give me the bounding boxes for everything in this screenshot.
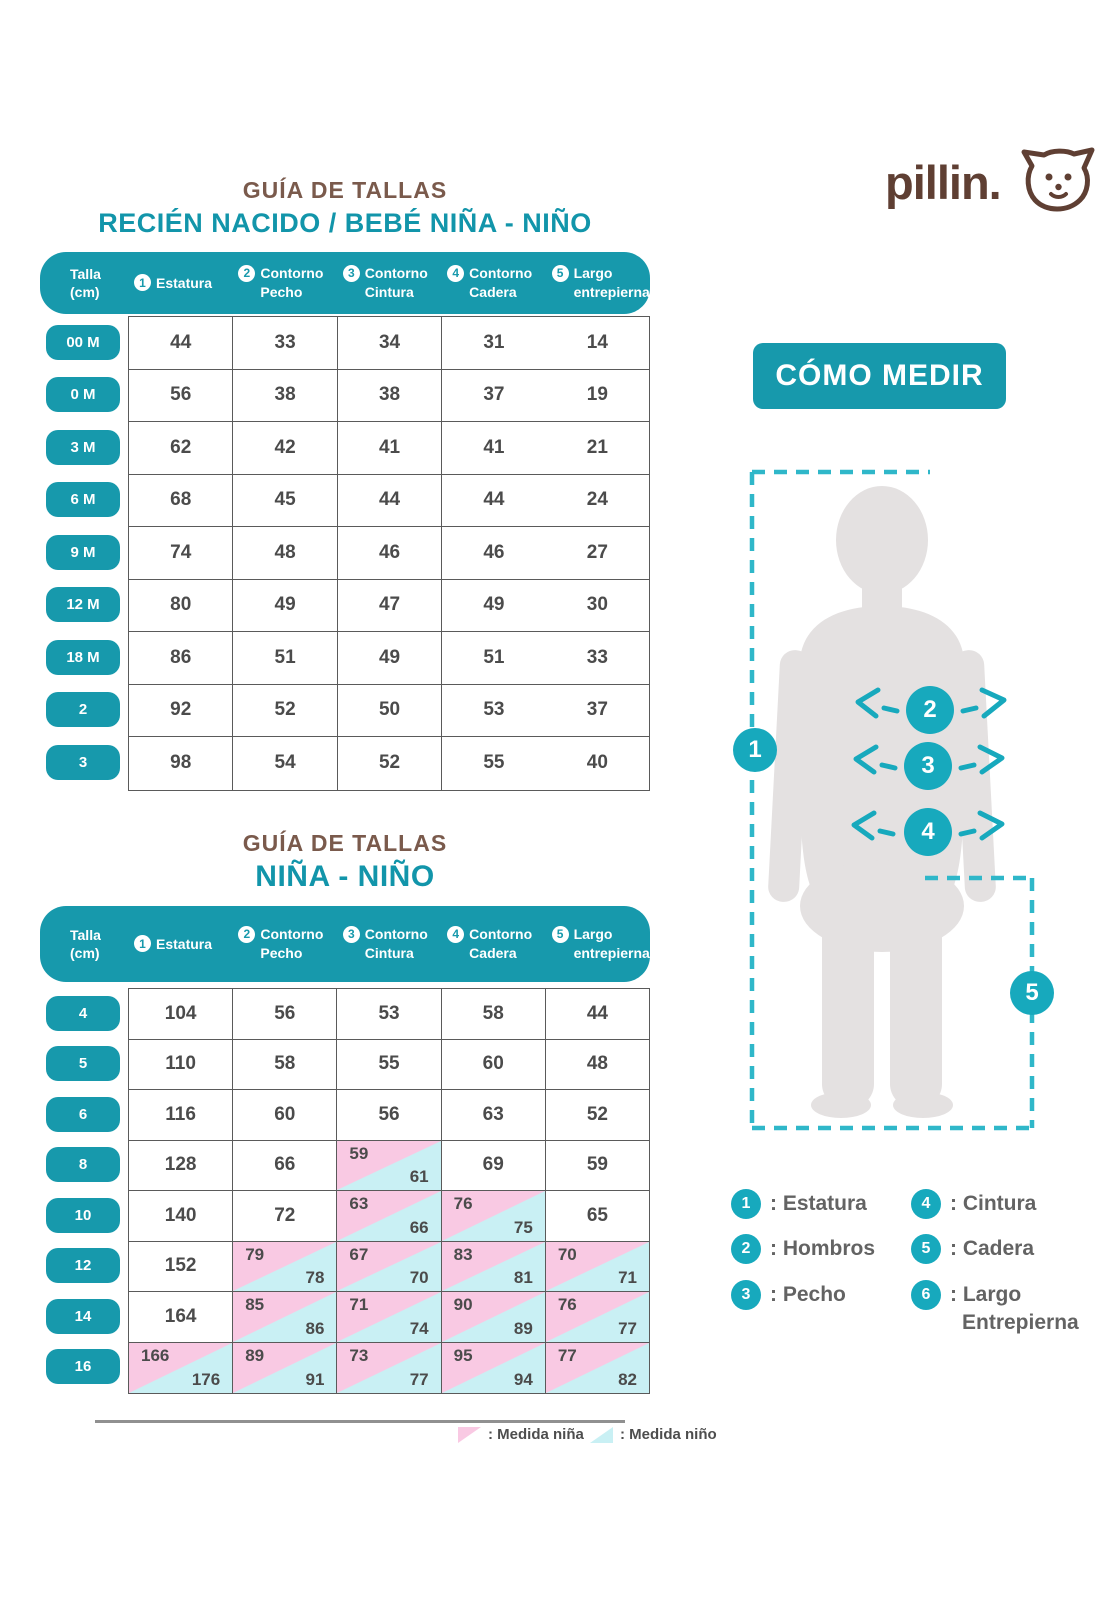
column-label: Largo [573, 926, 613, 943]
column-label: Contorno [260, 926, 324, 943]
table-cell: 41 [338, 422, 442, 474]
table2-subtitle: GUÍA DE TALLAS [242, 830, 448, 856]
column-number-badge: 3 [343, 265, 360, 282]
column-label-line2: entrepierna [573, 945, 650, 961]
size-chip-label: 3 M [70, 438, 96, 456]
table-cell: 54 [233, 737, 337, 790]
table-cell: 60 [233, 1090, 337, 1140]
table-cell-split [129, 1343, 233, 1394]
size-chip-label: 16 [74, 1358, 92, 1376]
table-cell: 72 [233, 1191, 337, 1241]
table-row [129, 1040, 649, 1091]
legend-label-cadera: : Cadera [950, 1237, 1035, 1260]
column-header [128, 252, 232, 314]
value-nino: 82 [618, 1370, 638, 1389]
size-chip-label: 4 [78, 1004, 88, 1022]
table-cell: 27 [586, 541, 608, 563]
table-cell: 33 [233, 317, 337, 369]
column-label: Contorno [364, 926, 428, 943]
table-cell: 38 [233, 370, 337, 422]
measure-legend-item-6 [911, 1280, 1079, 1336]
value-nina: 70 [557, 1244, 577, 1264]
marker-5: 5 [1010, 971, 1054, 1015]
table-cell: 63 [442, 1090, 546, 1140]
column-number-badge: 1 [134, 935, 151, 952]
table-cell: 52 [338, 737, 442, 790]
column-header [128, 906, 232, 982]
marker-1: 1 [733, 728, 777, 772]
column-number-badge: 1 [134, 274, 151, 291]
column-number-badge: 3 [343, 926, 360, 943]
table-cell: 44 [586, 1002, 608, 1024]
talla-label: Talla [70, 926, 101, 943]
table2-grid [128, 988, 650, 1394]
talla-unit: (cm) [70, 284, 100, 300]
column-label-line2: Cintura [364, 284, 414, 300]
legend-label-pecho: : Pecho [770, 1283, 846, 1306]
table-cell: 21 [586, 436, 608, 458]
table-cell-split [233, 1242, 337, 1292]
marker-4: 4 [904, 808, 952, 856]
table-cell: 34 [338, 317, 442, 369]
legend-nino-label: : Medida niño [620, 1426, 717, 1443]
table-cell: 56 [337, 1090, 441, 1140]
value-nina: 166 [141, 1345, 170, 1365]
table-cell: 44 [129, 317, 233, 369]
column-number-badge: 5 [552, 265, 569, 282]
table-row [129, 580, 649, 633]
column-label: Estatura [156, 274, 213, 291]
table-cell-split [337, 1191, 441, 1241]
size-chip-label: 9 M [70, 543, 96, 561]
table-cell: 49 [338, 632, 442, 684]
table-cell: 41 [483, 436, 505, 458]
legend-number-1: 1 [731, 1189, 761, 1219]
value-nina: 83 [453, 1244, 473, 1264]
value-nino: 176 [191, 1370, 221, 1389]
size-chip-label: 2 [78, 701, 88, 719]
dog-icon [1018, 146, 1098, 220]
table-cell: 98 [129, 737, 233, 790]
size-chip [46, 325, 120, 360]
table-cell-split [546, 1292, 649, 1342]
size-chip [46, 1147, 120, 1182]
size-chip-label: 00 M [66, 333, 100, 351]
table1-title: RECIÉN NACIDO / BEBÉ NIÑA - NIÑO [98, 208, 592, 238]
column-label-line2: Cadera [469, 945, 517, 961]
legend-number-4: 4 [911, 1189, 941, 1219]
size-chip-label: 5 [78, 1055, 88, 1073]
value-nina: 71 [349, 1295, 369, 1314]
column-header [232, 906, 336, 982]
table-cell: 30 [586, 594, 608, 616]
legend-label-cintura: : Cintura [950, 1192, 1037, 1215]
size-chip [46, 1248, 120, 1283]
pink-triangle-icon [458, 1427, 481, 1443]
column-number-badge: 4 [447, 926, 464, 943]
size-chip [46, 1299, 120, 1334]
legend-number-2: 2 [731, 1234, 761, 1264]
column-number-badge: 2 [238, 926, 255, 943]
table-cell: 58 [233, 1040, 337, 1090]
table-cell: 49 [483, 594, 505, 616]
table-cell: 116 [129, 1090, 233, 1140]
table-cell: 31 [483, 331, 505, 353]
table-cell-split [337, 1292, 441, 1342]
table-cell: 52 [586, 1103, 608, 1125]
table-cell: 152 [129, 1242, 233, 1292]
value-nina: 79 [245, 1244, 265, 1264]
value-nina: 63 [349, 1194, 369, 1213]
table-row [129, 1343, 649, 1394]
value-nina: 59 [349, 1143, 369, 1163]
value-nina: 76 [453, 1194, 473, 1213]
measure-legend-item-1 [731, 1189, 867, 1219]
column-label-line2: Pecho [260, 284, 303, 300]
column-label: Estatura [156, 935, 213, 952]
table-cell: 104 [129, 989, 233, 1039]
table-cell: 42 [233, 422, 337, 474]
table-cell: 65 [586, 1204, 608, 1226]
value-nina: 89 [245, 1345, 265, 1365]
value-nino: 75 [513, 1217, 533, 1237]
table-cell: 46 [338, 527, 442, 579]
value-nina: 85 [245, 1295, 265, 1314]
table-cell: 44 [483, 489, 505, 511]
table1-size-column [40, 316, 128, 789]
table-cell: 14 [586, 331, 608, 353]
table-row [129, 1090, 649, 1141]
table-cell: 48 [586, 1053, 608, 1075]
value-nino: 70 [409, 1268, 429, 1287]
column-label: Contorno [260, 265, 324, 282]
table-cell-split [337, 1343, 441, 1394]
column-header [337, 252, 441, 314]
table-cell: 92 [129, 685, 233, 737]
table1-header [40, 252, 650, 314]
table-cell: 140 [129, 1191, 233, 1241]
size-chip-label: 8 [78, 1156, 88, 1174]
talla-header [40, 252, 128, 314]
table-cell: 80 [129, 580, 233, 632]
value-nino: 86 [305, 1318, 325, 1338]
value-nina: 95 [453, 1345, 473, 1365]
table-cell-split [337, 1141, 441, 1191]
talla-header [40, 906, 128, 982]
table-cell: 58 [442, 989, 546, 1039]
legend-nina [458, 1426, 584, 1443]
column-header [441, 906, 545, 982]
column-label-line2: entrepierna [573, 284, 650, 300]
value-nino: 78 [305, 1268, 325, 1287]
measure-legend-item-3 [731, 1280, 846, 1310]
size-chip-label: 12 [74, 1257, 92, 1275]
table-row [129, 1292, 649, 1343]
column-header [441, 252, 545, 314]
size-chip [46, 1046, 120, 1081]
table-cell: 55 [483, 752, 505, 774]
table-row [129, 317, 649, 370]
table-cell: 19 [586, 384, 608, 406]
table-cell: 49 [233, 580, 337, 632]
table-row [129, 737, 649, 790]
value-nino: 74 [409, 1318, 429, 1338]
value-nino: 77 [409, 1370, 429, 1389]
size-chip-label: 3 [78, 753, 88, 771]
table-cell: 74 [129, 527, 233, 579]
divider-line [95, 1420, 625, 1423]
measure-legend-item-4 [911, 1189, 1036, 1219]
legend-label-entrepierna: Entrepierna [962, 1311, 1079, 1334]
size-chip-label: 18 M [66, 648, 100, 666]
size-chip [46, 1198, 120, 1233]
column-label: Contorno [469, 926, 533, 943]
value-nino: 77 [618, 1318, 638, 1338]
table-cell: 47 [338, 580, 442, 632]
value-nino: 81 [513, 1268, 533, 1287]
table-cell: 51 [483, 646, 505, 668]
table1-subtitle: GUÍA DE TALLAS [242, 177, 448, 203]
value-nino: 89 [513, 1318, 533, 1338]
table-cell-split [337, 1242, 441, 1292]
table-cell: 110 [129, 1040, 233, 1090]
value-nino: 94 [513, 1370, 533, 1389]
value-nino: 61 [409, 1167, 429, 1186]
size-chip-label: 6 [78, 1105, 88, 1123]
table-cell-split [233, 1292, 337, 1342]
table-cell: 128 [129, 1141, 233, 1191]
table2-title: NIÑA - NIÑO [255, 860, 435, 893]
column-number-badge: 4 [447, 265, 464, 282]
table-row [129, 370, 649, 423]
table-row [129, 475, 649, 528]
table2-size-column [40, 988, 128, 1392]
size-chip [46, 535, 120, 570]
column-header [232, 252, 336, 314]
column-label-line2: Cadera [469, 284, 517, 300]
table-cell: 38 [338, 370, 442, 422]
column-header [546, 906, 650, 982]
table-cell-split [546, 1242, 649, 1292]
table-cell: 60 [442, 1040, 546, 1090]
measure-legend-item-2 [731, 1234, 875, 1264]
table-cell: 33 [586, 646, 608, 668]
value-nino: 66 [409, 1217, 429, 1237]
column-label-line2: Cintura [364, 945, 414, 961]
value-nino: 91 [305, 1370, 325, 1389]
table-cell: 53 [483, 699, 505, 721]
table-cell: 51 [233, 632, 337, 684]
legend-label-hombros: : Hombros [770, 1237, 875, 1260]
size-chip [46, 587, 120, 622]
table-row [129, 1242, 649, 1293]
table1-grid [128, 316, 650, 791]
size-chip [46, 692, 120, 727]
table-row [129, 685, 649, 738]
size-chip-label: 10 [74, 1206, 92, 1224]
table-cell: 50 [338, 685, 442, 737]
value-nina: 90 [453, 1295, 473, 1314]
legend-label-largo: : Largo [950, 1283, 1022, 1306]
table-cell: 44 [338, 475, 442, 527]
table-cell: 55 [337, 1040, 441, 1090]
table-row [129, 989, 649, 1040]
marker-2: 2 [906, 686, 954, 734]
table-cell: 52 [233, 685, 337, 737]
legend-label-estatura: : Estatura [770, 1192, 867, 1215]
size-chip [46, 640, 120, 675]
legend-number-5: 5 [911, 1234, 941, 1264]
blue-triangle-icon [590, 1427, 613, 1443]
size-chip-label: 12 M [66, 596, 100, 614]
legend-number-3: 3 [731, 1280, 761, 1310]
measure-legend-item-5 [911, 1234, 1034, 1264]
table-cell-split [442, 1343, 546, 1394]
table-cell: 45 [233, 475, 337, 527]
column-number-badge: 5 [552, 926, 569, 943]
table-cell: 66 [233, 1141, 337, 1191]
table-row [129, 527, 649, 580]
table-row [129, 632, 649, 685]
column-label: Contorno [469, 265, 533, 282]
como-medir-title: CÓMO MEDIR [753, 343, 1006, 409]
table2-header [40, 906, 650, 982]
size-chip [46, 996, 120, 1031]
size-chip [46, 1349, 120, 1384]
legend-nino [590, 1426, 717, 1443]
talla-label: Talla [70, 265, 101, 282]
value-nino: 71 [618, 1268, 638, 1287]
value-nina: 77 [557, 1345, 577, 1365]
table-cell-split [442, 1191, 546, 1241]
size-chip-label: 14 [74, 1307, 92, 1325]
marker-3: 3 [904, 742, 952, 790]
table-cell-split [442, 1292, 546, 1342]
column-label-line2: Pecho [260, 945, 303, 961]
brand-logo-text: pillin. [885, 156, 1001, 209]
column-header [337, 906, 441, 982]
table-cell-split [546, 1343, 649, 1394]
table-cell: 86 [129, 632, 233, 684]
table-cell: 46 [483, 541, 505, 563]
value-nina: 67 [349, 1244, 369, 1264]
table-cell: 48 [233, 527, 337, 579]
size-chip [46, 745, 120, 780]
table-cell: 37 [483, 384, 505, 406]
column-number-badge: 2 [238, 265, 255, 282]
size-chip-label: 0 M [70, 386, 96, 404]
table-cell: 59 [586, 1154, 608, 1176]
table-cell: 68 [129, 475, 233, 527]
legend-label-largo-entrepierna [950, 1280, 1079, 1336]
table-cell: 56 [129, 370, 233, 422]
size-chip [46, 1097, 120, 1132]
table-cell: 69 [442, 1141, 546, 1191]
column-label: Contorno [364, 265, 428, 282]
size-chip [46, 377, 120, 412]
table-cell: 40 [586, 752, 608, 774]
table-cell: 53 [337, 989, 441, 1039]
table-cell-split [233, 1343, 337, 1394]
column-label: Largo [573, 265, 613, 282]
size-chip [46, 430, 120, 465]
value-nina: 76 [557, 1295, 577, 1314]
dashed-measure-lines [700, 440, 1104, 1160]
legend-number-6: 6 [911, 1280, 941, 1310]
table-cell: 24 [586, 489, 608, 511]
table-row [129, 422, 649, 475]
size-chip [46, 482, 120, 517]
table-cell-split [442, 1242, 546, 1292]
table-cell: 37 [586, 699, 608, 721]
table-cell: 164 [129, 1292, 233, 1342]
size-chip-label: 6 M [70, 491, 96, 509]
value-nina: 73 [349, 1345, 369, 1365]
table-cell: 56 [233, 989, 337, 1039]
table-row [129, 1191, 649, 1242]
talla-unit: (cm) [70, 945, 100, 961]
table-row [129, 1141, 649, 1192]
table-cell: 62 [129, 422, 233, 474]
column-header [546, 252, 650, 314]
legend-nina-label: : Medida niña [488, 1426, 584, 1443]
